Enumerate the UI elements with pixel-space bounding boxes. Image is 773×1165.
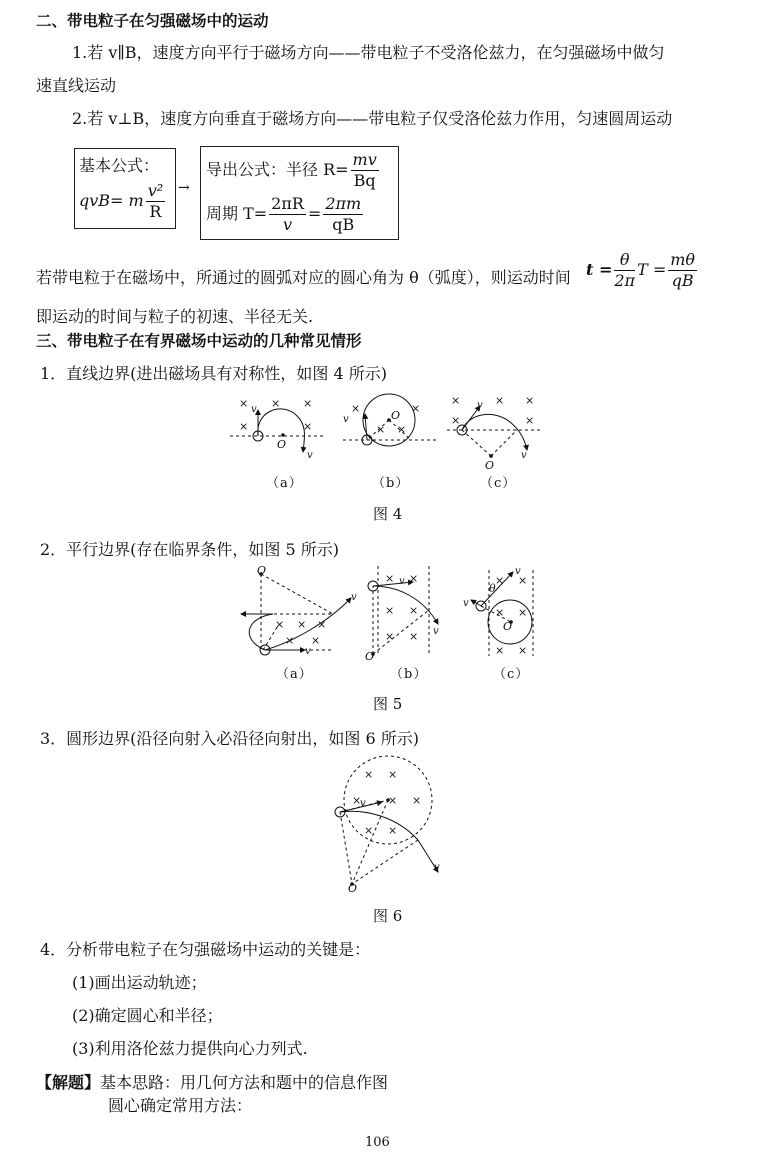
figure-5-diagram	[233, 562, 543, 664]
period-label: 周期 T=	[206, 204, 268, 223]
time-fraction-1	[614, 250, 635, 291]
svg-text:×: ×	[411, 402, 421, 415]
time-formula	[586, 250, 699, 291]
basic-formula-fraction	[146, 181, 165, 222]
figure-5a-label: （a）	[276, 667, 313, 682]
item-4-sub1: (1)画出运动轨迹；	[72, 973, 207, 992]
svg-text:v: v	[434, 862, 440, 873]
time-t-eq: t =	[586, 260, 613, 279]
t2-den: qB	[332, 215, 355, 234]
f2-num: mθ	[670, 250, 696, 269]
derived-label: 导出公式：半径 R=	[206, 160, 349, 179]
svg-text:×: ×	[364, 824, 374, 837]
svg-text:×: ×	[495, 644, 505, 657]
svg-text:v: v	[399, 576, 405, 587]
t1-fraction	[269, 194, 306, 235]
svg-text:×: ×	[412, 794, 422, 807]
solution-line1	[36, 1070, 388, 1093]
solution-tag: 【解题】	[36, 1073, 101, 1092]
svg-text:×: ×	[364, 768, 374, 781]
r-num: mv	[352, 150, 377, 169]
svg-text:×: ×	[525, 414, 535, 427]
svg-text:O: O	[257, 564, 267, 577]
svg-text:×: ×	[352, 794, 362, 807]
svg-text:×: ×	[317, 618, 327, 631]
svg-text:×: ×	[451, 394, 461, 407]
f1-den: 2π	[614, 271, 636, 290]
time-fraction-2	[668, 250, 697, 291]
section2-title: 二、带电粒子在匀强磁场中的运动	[36, 12, 269, 30]
figure-4c-label: （c）	[480, 476, 517, 491]
figure-5b-label: （b）	[390, 667, 428, 682]
svg-text:O: O	[348, 882, 358, 894]
svg-text:×: ×	[376, 423, 386, 436]
figure-6-caption: 图 6	[373, 907, 403, 925]
r-den: Bq	[353, 171, 376, 190]
svg-text:×: ×	[495, 394, 505, 407]
time-line2: 即运动的时间与粒子的初速、半径无关.	[36, 307, 314, 326]
item-4-sub2: (2)确定圆心和半径；	[72, 1006, 223, 1025]
t2-num: 2πm	[325, 194, 362, 213]
svg-text:×: ×	[451, 414, 461, 427]
svg-text:O: O	[365, 650, 375, 663]
svg-text:×: ×	[518, 574, 528, 587]
figure-4-diagram	[225, 392, 555, 472]
svg-text:v: v	[477, 400, 483, 411]
svg-text:O: O	[503, 620, 513, 633]
time-text: 若带电粒于在磁场中，所通过的圆弧对应的圆心角为 θ（弧度），则运动时间	[36, 268, 571, 287]
svg-text:×: ×	[239, 420, 249, 433]
item-1: 1．直线边界(进出磁场具有对称性，如图 4 所示)	[40, 364, 388, 383]
item-3: 3．圆形边界(沿径向射入必沿径向射出，如图 6 所示)	[40, 729, 420, 748]
figure-4b-label: （b）	[372, 476, 410, 491]
svg-text:v: v	[463, 598, 469, 609]
svg-text:×: ×	[351, 402, 361, 415]
svg-text:v: v	[343, 414, 349, 425]
svg-text:v: v	[251, 404, 257, 415]
svg-text:×: ×	[285, 634, 295, 647]
paragraph-1-line1: 1.若 v∥B，速度方向平行于磁场方向——带电粒子不受洛伦兹力，在匀强磁场中做匀	[72, 43, 665, 62]
item-4: 4．分析带电粒子在匀强磁场中运动的关键是：	[40, 940, 371, 959]
basic-formula-lhs: qvB= m	[79, 191, 144, 210]
svg-text:×: ×	[271, 397, 281, 410]
f1-num: θ	[614, 250, 635, 271]
svg-text:×: ×	[275, 618, 285, 631]
item-4-sub3: (3)利用洛伦兹力提供向心力列式.	[72, 1039, 308, 1058]
page-number: 106	[365, 1135, 390, 1150]
basic-formula-label: 基本公式：	[79, 156, 160, 175]
solution-text-1: 基本思路：用几何方法和题中的信息作图	[100, 1073, 389, 1092]
svg-text:v: v	[521, 450, 527, 461]
figure-4-caption: 图 4	[373, 505, 403, 523]
item-2: 2．平行边界(存在临界条件，如图 5 所示)	[40, 540, 340, 559]
svg-text:×: ×	[297, 618, 307, 631]
period-formula	[206, 194, 365, 235]
t1-num: 2πR	[271, 194, 304, 213]
svg-text:×: ×	[239, 397, 249, 410]
svg-text:O: O	[391, 409, 401, 422]
svg-text:θ: θ	[489, 582, 496, 595]
figure-5c-label: （c）	[493, 667, 530, 682]
paragraph-2: 2.若 v⊥B，速度方向垂直于磁场方向——带电粒子仅受洛伦兹力作用，匀速圆周运动	[72, 109, 673, 128]
svg-text:v: v	[515, 566, 521, 577]
svg-text:v: v	[360, 798, 366, 809]
svg-text:×: ×	[397, 423, 407, 436]
basic-formula	[79, 181, 167, 222]
solution-line2: 圆心确定常用方法：	[108, 1096, 253, 1115]
t1-den: v	[283, 215, 293, 234]
svg-text:v: v	[433, 626, 439, 637]
svg-text:O: O	[277, 438, 287, 451]
svg-text:×: ×	[388, 768, 398, 781]
section3-title: 三、带电粒子在有界磁场中运动的几种常见情形	[36, 332, 362, 350]
svg-text:×: ×	[409, 572, 419, 585]
svg-text:v: v	[305, 646, 311, 657]
radius-fraction	[351, 150, 379, 191]
derived-formula-box	[200, 146, 399, 240]
svg-text:×: ×	[388, 794, 398, 807]
svg-text:×: ×	[303, 397, 313, 410]
svg-text:×: ×	[495, 574, 505, 587]
svg-text:O: O	[485, 459, 495, 472]
radius-formula	[206, 150, 381, 191]
svg-text:×: ×	[518, 606, 528, 619]
basic-den: R	[149, 202, 162, 221]
arrow-icon: →	[178, 180, 190, 196]
svg-text:×: ×	[409, 604, 419, 617]
svg-text:×: ×	[495, 606, 505, 619]
svg-text:v: v	[307, 450, 313, 461]
basic-num: v²	[147, 181, 164, 200]
f2-den: qB	[671, 271, 694, 290]
time-mid: T =	[637, 260, 667, 279]
svg-text:×: ×	[518, 644, 528, 657]
t2-fraction	[323, 194, 363, 235]
figure-5-caption: 图 5	[373, 695, 403, 713]
svg-text:×: ×	[303, 420, 313, 433]
period-eq: =	[307, 204, 322, 223]
svg-text:×: ×	[311, 634, 321, 647]
svg-text:×: ×	[525, 394, 535, 407]
svg-text:×: ×	[385, 604, 395, 617]
svg-text:×: ×	[385, 572, 395, 585]
svg-text:×: ×	[409, 630, 419, 643]
figure-6-diagram	[330, 754, 450, 894]
svg-text:×: ×	[385, 630, 395, 643]
basic-formula-box	[74, 148, 176, 229]
svg-text:v: v	[351, 592, 357, 603]
paragraph-1-line2: 速直线运动	[36, 76, 117, 95]
svg-text:×: ×	[388, 824, 398, 837]
figure-4a-label: （a）	[266, 476, 303, 491]
